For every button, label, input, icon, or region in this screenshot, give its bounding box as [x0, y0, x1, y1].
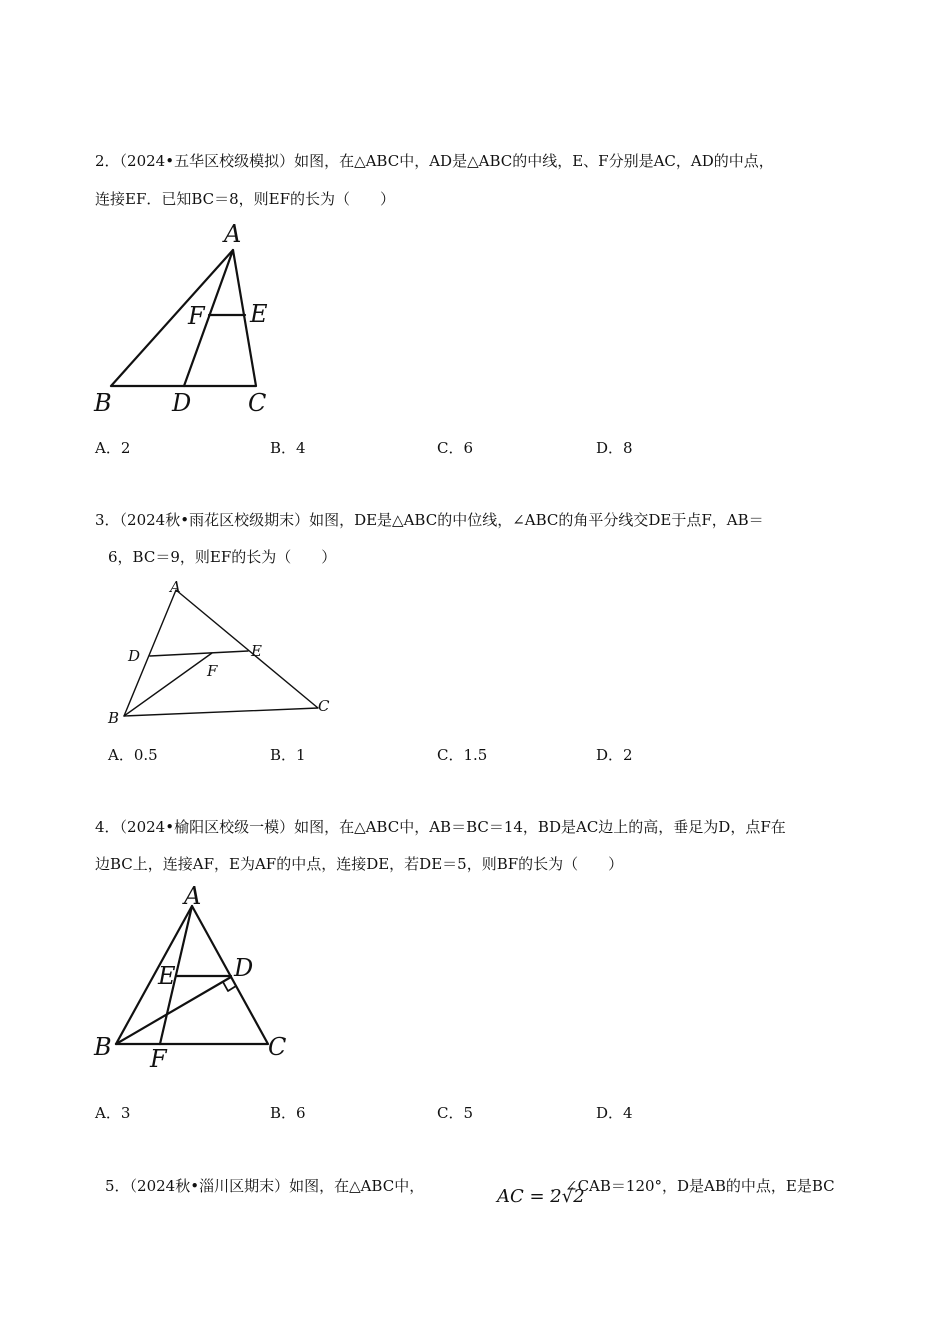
q3-label-f: F	[207, 662, 218, 680]
q4-option-a[interactable]: A．3	[95, 1104, 131, 1122]
q2-label-a: A	[224, 220, 242, 248]
q4-option-b[interactable]: B．6	[270, 1104, 306, 1122]
q2-text-line1: 2．（2024•五华区校级模拟）如图，在△ABC中，AD是△ABC的中线，E、F分别是AC，AD的中点，	[95, 152, 774, 170]
q3-text-line2: 6，BC＝9，则EF的长为（ ）	[108, 548, 337, 566]
q5-text-line1b: ，∠CAB＝120°，D是AB的中点，E是BC	[550, 1177, 835, 1195]
q3-option-c[interactable]: C．1.5	[437, 746, 488, 764]
q3-option-d[interactable]: D．2	[596, 746, 633, 764]
q3-figure	[100, 575, 340, 735]
q3-label-a: A	[170, 578, 181, 596]
q4-text-line1: 4．（2024•榆阳区校级一模）如图，在△ABC中，AB＝BC＝14，BD是AC边上的高，垂足为D，点F在	[95, 818, 786, 836]
q4-option-d[interactable]: D．4	[596, 1104, 633, 1122]
q2-label-b: B	[94, 389, 112, 417]
q3-label-b: B	[108, 709, 120, 727]
q2-figure	[90, 220, 290, 420]
q3-label-c: C	[318, 697, 330, 715]
q2-option-a[interactable]: A．2	[95, 439, 131, 457]
q2-label-e: E	[250, 300, 268, 328]
q4-label-a: A	[184, 882, 202, 910]
q4-label-d: D	[234, 954, 254, 982]
q3-option-a[interactable]: A．0.5	[108, 746, 158, 764]
q2-option-b[interactable]: B．4	[270, 439, 306, 457]
q4-text-line2: 边BC上，连接AF，E为AF的中点，连接DE，若DE＝5，则BF的长为（ ）	[95, 855, 624, 873]
q5-text-line1a: 5．（2024秋•淄川区期末）如图，在△ABC中，	[105, 1177, 425, 1195]
q5-math-ac: AC = 2√2	[497, 1186, 585, 1207]
q4-label-b: B	[94, 1033, 112, 1061]
q2-text-line2: 连接EF．已知BC＝8，则EF的长为（ ）	[95, 190, 396, 208]
q4-label-f: F	[150, 1045, 167, 1073]
q4-label-c: C	[268, 1033, 287, 1061]
q2-label-d: D	[172, 389, 192, 417]
q4-option-c[interactable]: C．5	[437, 1104, 474, 1122]
q3-option-b[interactable]: B．1	[270, 746, 306, 764]
q2-option-c[interactable]: C．6	[437, 439, 474, 457]
q2-label-f: F	[188, 302, 205, 330]
q3-label-e: E	[251, 642, 262, 660]
q2-label-c: C	[248, 389, 267, 417]
q2-option-d[interactable]: D．8	[596, 439, 633, 457]
q3-text-line1: 3．（2024秋•雨花区校级期末）如图，DE是△ABC的中位线，∠ABC的角平分线交DE于点F，AB＝	[95, 511, 764, 529]
q4-label-e: E	[158, 962, 176, 990]
q3-midline-de	[150, 651, 248, 656]
q2-triangle-abc	[111, 250, 256, 386]
q4-figure	[90, 880, 300, 1080]
q3-label-d: D	[128, 647, 141, 665]
